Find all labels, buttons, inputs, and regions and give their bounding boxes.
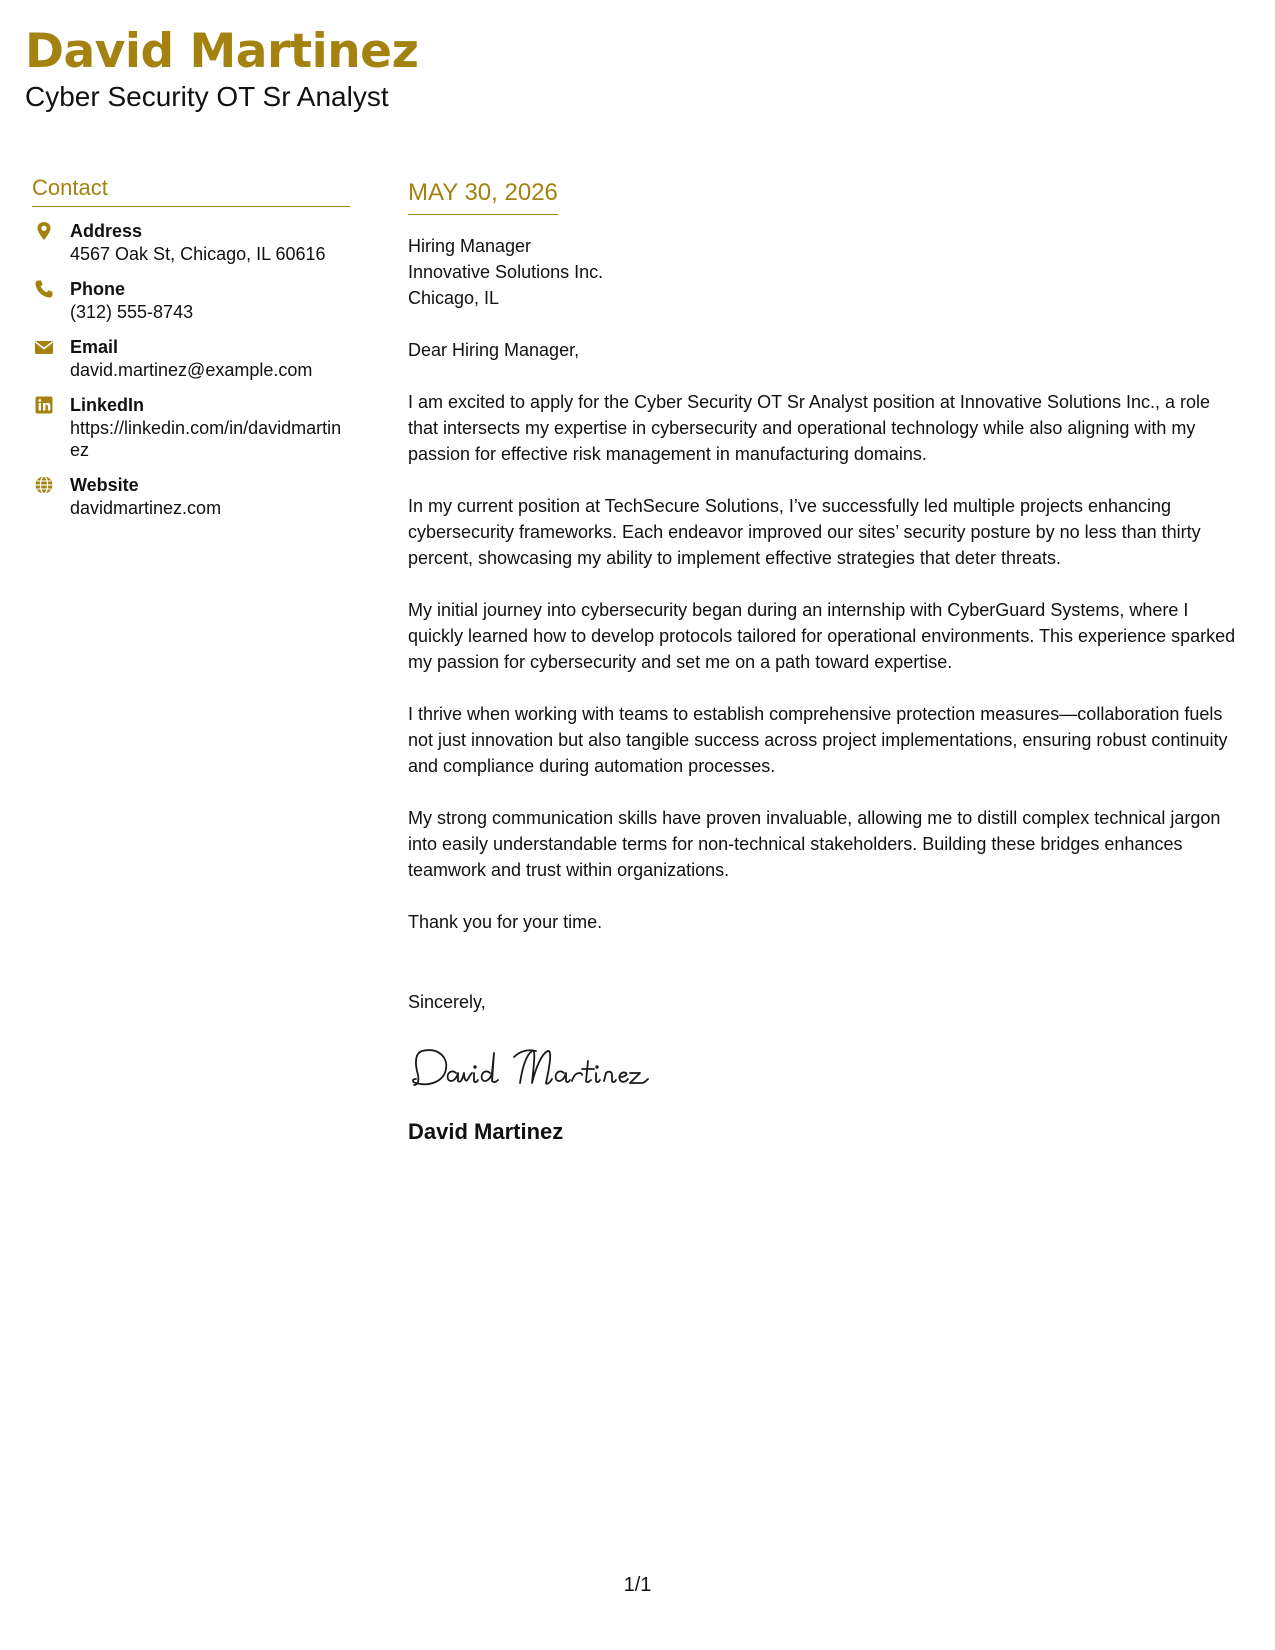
letter-date: MAY 30, 2026 [408,179,558,206]
contact-label: Phone [70,279,126,299]
contact-label: LinkedIn [70,395,145,415]
contact-item-address [32,219,350,265]
contact-item-website [32,473,350,519]
salutation: Dear Hiring Manager, [408,340,580,360]
contact-value: 4567 Oak St, Chicago, IL 60616 [70,244,326,264]
contact-section-title: Contact [32,174,350,207]
contact-label: Email [70,337,119,357]
letter-paragraph: I thrive when working with teams to establish comprehensive protection measures—collaboration fuels not just innovation but also tangible success across project implementations, ensuring robust continuity and compliance during automation processes. [408,704,1228,776]
signer-name: David Martinez [408,1119,564,1144]
globe-icon [34,475,54,495]
letter-paragraph: My strong communication skills have proven invaluable, allowing me to distill complex technical jargon into easily understandable terms for non-technical stakeholders. Building these bridges enhances teamwork and trust within organizations. [408,808,1221,880]
contact-item-linkedin [32,393,350,461]
applicant-name: David Martinez [25,24,419,79]
contact-value: david.martinez@example.com [70,360,313,380]
page-number: 1/1 [623,1574,652,1596]
handwritten-signature [408,1039,668,1095]
recipient-block [408,233,1240,311]
contact-label: Website [70,475,139,495]
envelope-icon [34,337,54,357]
cover-letter-body [408,178,1240,1146]
contact-item-email [32,335,350,381]
contact-value: https://linkedin.com/in/davidmartinez [70,418,342,460]
letter-paragraph: I am excited to apply for the Cyber Security OT Sr Analyst position at Innovative Solutions Inc., a role that intersects my expertise in cybersecurity and operational technology while also aligning with my passion for effective risk management in manufacturing domains. [408,392,1211,464]
letter-paragraph: In my current position at TechSecure Solutions, I’ve successfully led multiple projects enhancing cybersecurity frameworks. Each endeavor improved our sites’ security posture by no less than thirty percent, showcasing my ability to implement effective strategies that deter threats. [408,496,1201,568]
contact-item-phone [32,277,350,323]
contact-value: davidmartinez.com [70,498,222,518]
recipient-location: Chicago, IL [408,288,500,308]
letter-paragraph: Thank you for your time. [408,912,603,932]
contact-value: (312) 555-8743 [70,302,194,322]
applicant-job-title: Cyber Security OT Sr Analyst [25,81,389,112]
letter-paragraph: My initial journey into cybersecurity began during an internship with CyberGuard Systems, where I quickly learned how to develop protocols tailored for operational environments. This experience sparked my passion for cybersecurity and set me on a path toward expertise. [408,600,1236,672]
phone-icon [34,279,54,299]
resume-header [25,22,418,114]
map-pin-icon [34,221,54,241]
closing: Sincerely, [408,992,486,1012]
contact-sidebar [32,174,350,519]
recipient-title: Hiring Manager [408,236,532,256]
date-underline [408,178,558,215]
contact-label: Address [70,221,143,241]
recipient-company: Innovative Solutions Inc. [408,262,604,282]
linkedin-icon [34,395,54,415]
